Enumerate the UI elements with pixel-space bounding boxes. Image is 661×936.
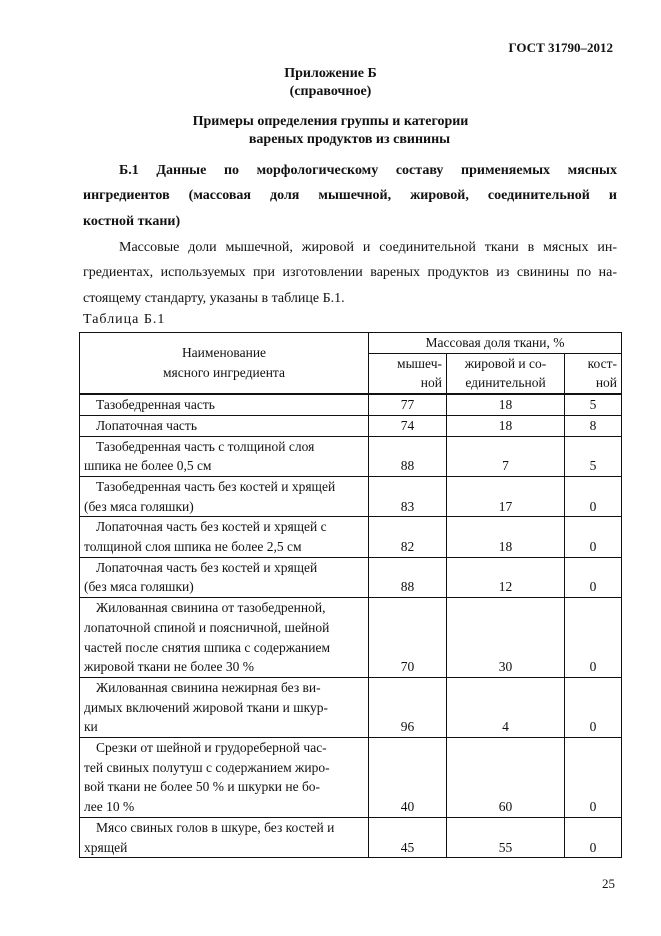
ingredient-name-cell <box>80 436 369 476</box>
ingredient-name-cell <box>80 557 369 597</box>
ingredient-name-line: Срезки от шейной и грудореберной час- <box>96 740 327 756</box>
bone-value-cell: 5 <box>565 436 622 476</box>
ingredient-name-line: Лопаточная часть без костей и хрящей <box>96 559 318 575</box>
ingredient-name-line: Лопаточная часть без костей и хрящей с <box>96 519 327 535</box>
muscle-value-cell: 96 <box>369 677 447 737</box>
header-tissue-group: Массовая доля ткани, % <box>369 333 622 354</box>
bone-value-cell: 0 <box>565 517 622 557</box>
bone-value-cell: 0 <box>565 817 622 857</box>
muscle-value-cell: 74 <box>369 415 447 436</box>
muscle-value-cell: 82 <box>369 517 447 557</box>
muscle-value-cell: 88 <box>369 436 447 476</box>
appendix-subtitle: (справочное) <box>289 84 372 99</box>
ingredient-name-line: Тазобедренная часть <box>96 397 215 413</box>
ingredient-name-line: Тазобедренная часть с толщиной слоя <box>96 438 315 454</box>
muscle-value-cell: 88 <box>369 557 447 597</box>
fat-value-cell: 60 <box>447 738 565 818</box>
ingredient-name-line: (без мяса голяшки) <box>84 579 194 595</box>
ingredient-name-line: Жилованная свинина нежирная без ви- <box>96 679 321 695</box>
ingredient-name-cell <box>80 476 369 516</box>
ingredient-name-line: Жилованная свинина от тазобедренной, <box>96 600 326 616</box>
table-row <box>80 598 622 678</box>
header-muscle <box>369 353 447 394</box>
appendix-heading-line2: вареных продуктов из свинины <box>248 132 451 147</box>
muscle-value-cell: 40 <box>369 738 447 818</box>
header-fat-connective <box>447 353 565 394</box>
section-heading-line: ингредиентов (массовая доля мышечной, жировой, соединительной и <box>83 188 617 204</box>
table-row <box>80 738 622 818</box>
table-caption <box>83 312 165 328</box>
muscle-value-cell: 83 <box>369 476 447 516</box>
ingredient-name-line: толщиной слоя шпика не более 2,5 см <box>84 539 302 555</box>
bone-value-cell: 0 <box>565 677 622 737</box>
appendix-heading-line1: Примеры определения группы и категории <box>192 114 469 129</box>
ingredient-name-cell <box>80 415 369 436</box>
bone-value-cell: 5 <box>565 394 622 415</box>
muscle-value-cell: 70 <box>369 598 447 678</box>
ingredient-name-cell <box>80 517 369 557</box>
header-muscle-line: мышеч- <box>397 355 442 371</box>
paragraph-line: Массовые доли мышечной, жировой и соединительной ткани в мясных ин- <box>119 240 617 255</box>
table-header-row <box>80 333 622 354</box>
section-heading <box>83 158 617 234</box>
header-fat-line: жировой и со- <box>464 355 547 371</box>
fat-value-cell: 4 <box>447 677 565 737</box>
appendix-title: Приложение Б <box>284 66 377 81</box>
ingredient-name-line: хрящей <box>84 839 128 855</box>
ingredient-name-line: Тазобедренная часть без костей и хрящей <box>96 478 336 494</box>
header-bone-line: ной <box>595 375 618 391</box>
ingredient-name-cell <box>80 738 369 818</box>
fat-value-cell: 18 <box>447 517 565 557</box>
header-fat-line: единительной <box>465 375 546 391</box>
paragraph-line: стоящему стандарту, указаны в таблице Б.1. <box>83 290 345 306</box>
fat-value-cell: 18 <box>447 415 565 436</box>
ingredient-name-cell <box>80 817 369 857</box>
section-heading-line: Б.1 Данные по морфологическому составу применяемых мясных <box>119 163 617 178</box>
fat-value-cell: 18 <box>447 394 565 415</box>
header-ingredient-name <box>80 333 369 395</box>
fat-value-cell: 12 <box>447 557 565 597</box>
body-paragraph <box>83 235 617 311</box>
table-row <box>80 476 622 516</box>
section-heading-line: костной ткани) <box>83 213 181 229</box>
ingredient-name-line: димых включений жировой ткани и шкур- <box>84 699 329 715</box>
header-name-line: Наименование <box>181 345 267 361</box>
ingredient-name-line: ки <box>84 719 98 735</box>
ingredient-name-line: Мясо свиных голов в шкуре, без костей и <box>96 819 335 835</box>
ingredient-name-line: тей свиных полутуш с содержанием жиро- <box>84 759 330 775</box>
document-code: ГОСТ 31790–2012 <box>508 40 613 55</box>
header-bone-line: кост- <box>587 355 618 371</box>
bone-value-cell: 0 <box>565 598 622 678</box>
muscle-value-cell: 45 <box>369 817 447 857</box>
table-row <box>80 415 622 436</box>
ingredient-name-line: вой ткани не более 50 % и шкурки не бо- <box>84 779 321 795</box>
fat-value-cell: 7 <box>447 436 565 476</box>
header-muscle-line: ной <box>420 375 442 391</box>
bone-value-cell: 0 <box>565 557 622 597</box>
ingredient-name-line: (без мяса голяшки) <box>84 498 194 514</box>
ingredient-name-line: жировой ткани не более 30 % <box>84 659 255 675</box>
table-row <box>80 817 622 857</box>
header-bone <box>565 353 622 394</box>
table-row <box>80 517 622 557</box>
fat-value-cell: 55 <box>447 817 565 857</box>
table-row <box>80 436 622 476</box>
bone-value-cell: 8 <box>565 415 622 436</box>
table-body <box>80 394 622 858</box>
ingredient-name-line: лее 10 % <box>84 799 135 815</box>
ingredient-name-cell <box>80 394 369 415</box>
table-row <box>80 394 622 415</box>
header-name-line: мясного ингредиента <box>163 365 285 381</box>
ingredient-name-cell <box>80 598 369 678</box>
muscle-value-cell: 77 <box>369 394 447 415</box>
page-number: 25 <box>602 876 615 891</box>
fat-value-cell: 17 <box>447 476 565 516</box>
fat-value-cell: 30 <box>447 598 565 678</box>
data-table <box>79 332 622 858</box>
ingredient-name-cell <box>80 677 369 737</box>
ingredient-name-line: Лопаточная часть <box>96 417 197 433</box>
table-caption-text: Таблица Б.1 <box>83 312 166 327</box>
ingredient-name-line: лопаточной спиной и поясничной, шейной <box>84 619 330 635</box>
ingredient-name-line: частей после снятия шпика с содержанием <box>84 639 331 655</box>
bone-value-cell: 0 <box>565 476 622 516</box>
paragraph-line: гредиентах, используемых при изготовлении вареных продуктов из свинины по на- <box>83 265 617 281</box>
bone-value-cell: 0 <box>565 738 622 818</box>
table-row <box>80 557 622 597</box>
table-row <box>80 677 622 737</box>
ingredient-name-line: шпика не более 0,5 см <box>84 458 212 474</box>
